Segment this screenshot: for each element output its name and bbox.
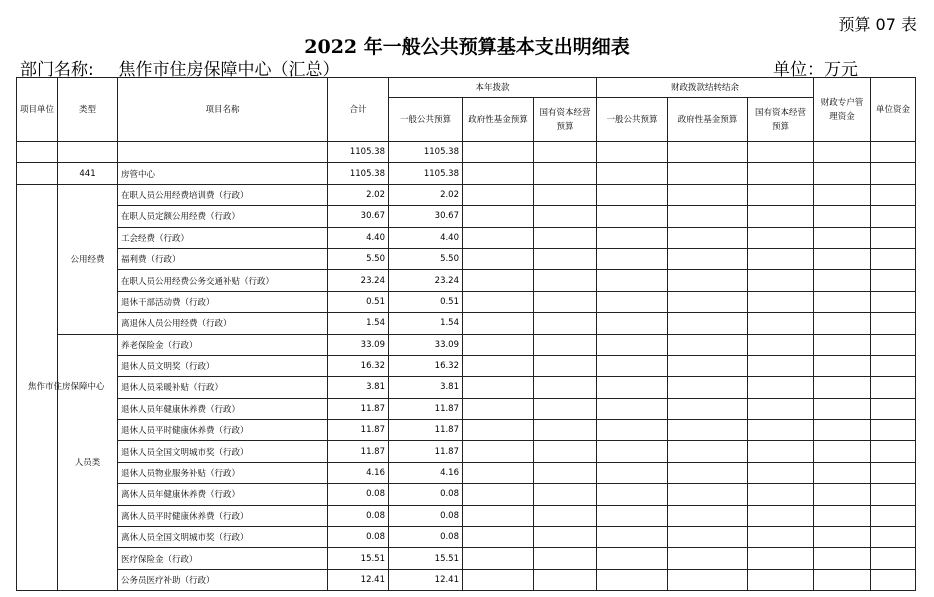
empty-cell [534,505,597,526]
empty-cell [871,142,916,163]
header-cy-general: 一般公共预算 [389,98,463,142]
empty-cell [597,334,668,355]
empty-cell [871,227,916,248]
empty-cell [668,420,748,441]
header-carryover-group: 财政拨款结转结余 [597,78,814,98]
empty-cell [748,377,814,398]
cell-total: 0.51 [328,291,389,312]
cell-total: 33.09 [328,334,389,355]
cell-item-name: 退休人员采暖补贴（行政） [118,377,328,398]
empty-cell [871,569,916,590]
report-title: 2022 年一般公共预算基本支出明细表 [304,36,630,58]
empty-cell [748,270,814,291]
cell-total: 0.08 [328,527,389,548]
empty-cell [534,270,597,291]
empty-cell [814,505,871,526]
empty-cell [814,270,871,291]
empty-cell [463,291,534,312]
empty-cell [668,505,748,526]
empty-cell [668,142,748,163]
empty-cell [597,248,668,269]
cell-total: 15.51 [328,548,389,569]
cell-item-name: 退休干部活动费（行政） [118,291,328,312]
empty-cell [668,441,748,462]
empty-cell [463,548,534,569]
empty-cell [668,313,748,334]
table-row [17,377,916,398]
header-cy-state: 国有资本经营预算 [534,98,597,142]
empty-cell [668,163,748,184]
cell-item-name: 在职人员公用经费公务交通补贴（行政） [118,270,328,291]
cell-general-budget: 16.32 [389,355,463,376]
empty-cell [463,441,534,462]
empty-cell [463,313,534,334]
empty-cell [668,527,748,548]
cell-item-name [118,142,328,163]
empty-cell [534,527,597,548]
empty-cell [463,142,534,163]
department-label: 部门名称: [20,60,94,80]
empty-cell [748,227,814,248]
empty-cell [814,334,871,355]
empty-cell [534,313,597,334]
empty-cell [534,334,597,355]
empty-cell [814,462,871,483]
cell-general-budget: 4.16 [389,462,463,483]
cell-total: 1105.38 [328,142,389,163]
empty-cell [668,184,748,205]
empty-cell [814,548,871,569]
empty-cell [668,334,748,355]
empty-cell [597,163,668,184]
empty-cell [597,484,668,505]
empty-cell [748,484,814,505]
cell-item-name: 退休人员全国文明城市奖（行政） [118,441,328,462]
empty-cell [871,398,916,419]
table-row [17,462,916,483]
empty-cell [871,313,916,334]
empty-cell [463,377,534,398]
empty-cell [871,484,916,505]
cell-general-budget: 23.24 [389,270,463,291]
cell-item-name: 医疗保险金（行政） [118,548,328,569]
empty-cell [871,462,916,483]
empty-cell [871,420,916,441]
cell-item-name: 退休人员平时健康休养费（行政） [118,420,328,441]
table-row [17,248,916,269]
form-number: 预算 07 表 [838,15,917,34]
cell-item-name: 公务员医疗补助（行政） [118,569,328,590]
header-unit-fund: 单位资金 [871,78,916,142]
empty-cell [463,420,534,441]
empty-cell [668,398,748,419]
table-row [17,184,916,205]
empty-cell [463,248,534,269]
empty-cell [748,398,814,419]
cell-total: 4.16 [328,462,389,483]
empty-cell [597,569,668,590]
empty-cell [814,569,871,590]
empty-cell [668,484,748,505]
empty-cell [814,291,871,312]
empty-cell [597,270,668,291]
cell-general-budget: 15.51 [389,548,463,569]
empty-cell [871,163,916,184]
table-row [17,163,916,184]
empty-cell [463,398,534,419]
empty-cell [597,548,668,569]
table-row [17,441,916,462]
empty-cell [748,291,814,312]
cell-item-name: 养老保险金（行政） [118,334,328,355]
table-row [17,334,916,355]
empty-cell [534,441,597,462]
empty-cell [871,355,916,376]
header-current-year-group: 本年拨款 [389,78,597,98]
cell-total: 23.24 [328,270,389,291]
header-co-general: 一般公共预算 [597,98,668,142]
cell-item-name: 离休人员全国文明城市奖（行政） [118,527,328,548]
empty-cell [814,420,871,441]
empty-cell [668,227,748,248]
table-row [17,527,916,548]
empty-cell [814,142,871,163]
empty-cell [534,462,597,483]
cell-unit [17,163,58,184]
table-row [17,227,916,248]
empty-cell [814,377,871,398]
empty-cell [463,527,534,548]
empty-cell [668,462,748,483]
cell-total: 11.87 [328,441,389,462]
empty-cell [668,355,748,376]
empty-cell [748,527,814,548]
header-category: 类型 [58,78,118,142]
empty-cell [871,184,916,205]
cell-general-budget: 11.87 [389,398,463,419]
empty-cell [814,484,871,505]
empty-cell [534,377,597,398]
cell-total: 1.54 [328,313,389,334]
empty-cell [668,377,748,398]
cell-total: 4.40 [328,227,389,248]
empty-cell [668,270,748,291]
cell-item-name: 退休人员年健康休养费（行政） [118,398,328,419]
unit-label: 单位：万元 [773,60,858,80]
empty-cell [748,441,814,462]
cell-total: 11.87 [328,420,389,441]
table-row [17,505,916,526]
empty-cell [597,227,668,248]
empty-cell [814,227,871,248]
cell-total: 5.50 [328,248,389,269]
empty-cell [463,227,534,248]
cell-total: 16.32 [328,355,389,376]
empty-cell [463,355,534,376]
empty-cell [597,398,668,419]
empty-cell [597,184,668,205]
cell-item-name: 工会经费（行政） [118,227,328,248]
empty-cell [597,441,668,462]
empty-cell [534,484,597,505]
empty-cell [597,377,668,398]
empty-cell [748,313,814,334]
empty-cell [748,355,814,376]
cell-general-budget: 1.54 [389,313,463,334]
table-row [17,420,916,441]
cell-general-budget: 1105.38 [389,163,463,184]
cell-total: 12.41 [328,569,389,590]
header-co-state: 国有资本经营预算 [748,98,814,142]
cell-general-budget: 3.81 [389,377,463,398]
empty-cell [597,420,668,441]
cell-general-budget: 0.51 [389,291,463,312]
cell-general-budget: 0.08 [389,484,463,505]
empty-cell [597,291,668,312]
empty-cell [871,377,916,398]
empty-cell [534,355,597,376]
empty-cell [534,398,597,419]
cell-item-name: 房管中心 [118,163,328,184]
table-row [17,291,916,312]
empty-cell [597,355,668,376]
empty-cell [748,462,814,483]
table-row [17,355,916,376]
empty-cell [871,527,916,548]
empty-cell [534,206,597,227]
category-cell: 公用经费 [58,184,118,334]
empty-cell [534,163,597,184]
empty-cell [814,248,871,269]
cell-total: 1105.38 [328,163,389,184]
empty-cell [534,248,597,269]
empty-cell [814,355,871,376]
empty-cell [748,569,814,590]
empty-cell [748,248,814,269]
cell-total: 30.67 [328,206,389,227]
cell-total: 3.81 [328,377,389,398]
cell-general-budget: 11.87 [389,420,463,441]
empty-cell [668,548,748,569]
header-cy-fund: 政府性基金预算 [463,98,534,142]
cell-general-budget: 11.87 [389,441,463,462]
cell-item-name: 离休人员平时健康休养费（行政） [118,505,328,526]
cell-total: 2.02 [328,184,389,205]
empty-cell [748,334,814,355]
empty-cell [748,505,814,526]
empty-cell [748,206,814,227]
empty-cell [534,184,597,205]
empty-cell [534,227,597,248]
header-co-fund: 政府性基金预算 [668,98,748,142]
table-row [17,270,916,291]
cell-code: 441 [58,163,118,184]
cell-general-budget: 1105.38 [389,142,463,163]
table-row [17,142,916,163]
empty-cell [814,313,871,334]
cell-general-budget: 0.08 [389,527,463,548]
empty-cell [597,462,668,483]
cell-general-budget: 33.09 [389,334,463,355]
cell-item-name: 福利费（行政） [118,248,328,269]
cell-item-name: 离休人员年健康休养费（行政） [118,484,328,505]
cell-total: 11.87 [328,398,389,419]
empty-cell [814,398,871,419]
table-row [17,548,916,569]
empty-cell [668,291,748,312]
empty-cell [463,569,534,590]
cell-general-budget: 0.08 [389,505,463,526]
table-row [17,206,916,227]
cell-item-name: 在职人员定额公用经费（行政） [118,206,328,227]
cell-item-name: 在职人员公用经费培训费（行政） [118,184,328,205]
table-row [17,313,916,334]
empty-cell [871,206,916,227]
empty-cell [463,184,534,205]
table-row [17,398,916,419]
empty-cell [814,206,871,227]
empty-cell [597,527,668,548]
empty-cell [748,142,814,163]
empty-cell [463,484,534,505]
empty-cell [463,505,534,526]
empty-cell [668,248,748,269]
budget-table [16,77,916,591]
cell-total: 0.08 [328,484,389,505]
header-total: 合计 [328,78,389,142]
empty-cell [534,548,597,569]
empty-cell [814,163,871,184]
empty-cell [668,569,748,590]
empty-cell [871,334,916,355]
cell-item-name: 退休人员物业服务补贴（行政） [118,462,328,483]
header-project-unit: 项目单位 [17,78,58,142]
empty-cell [463,270,534,291]
cell-general-budget: 30.67 [389,206,463,227]
empty-cell [668,206,748,227]
table-body [17,142,916,591]
empty-cell [748,184,814,205]
empty-cell [597,505,668,526]
cell-item-name: 退休人员文明奖（行政） [118,355,328,376]
empty-cell [871,548,916,569]
empty-cell [814,527,871,548]
empty-cell [814,184,871,205]
empty-cell [463,462,534,483]
empty-cell [463,206,534,227]
empty-cell [597,206,668,227]
empty-cell [871,441,916,462]
empty-cell [871,505,916,526]
empty-cell [534,569,597,590]
cell-total: 0.08 [328,505,389,526]
empty-cell [463,334,534,355]
project-unit-cell: 焦作市住房保障中心 [17,184,58,590]
table-header [17,78,916,142]
empty-cell [463,163,534,184]
empty-cell [534,420,597,441]
cell-unit [17,142,58,163]
cell-general-budget: 12.41 [389,569,463,590]
empty-cell [871,270,916,291]
cell-general-budget: 2.02 [389,184,463,205]
cell-item-name: 离退休人员公用经费（行政） [118,313,328,334]
category-cell: 人员类 [58,334,118,591]
table-row [17,569,916,590]
cell-general-budget: 4.40 [389,227,463,248]
empty-cell [814,441,871,462]
empty-cell [748,548,814,569]
department-name: 焦作市住房保障中心（汇总） [118,60,340,80]
cell-code [58,142,118,163]
empty-cell [748,420,814,441]
header-item-name: 项目名称 [118,78,328,142]
empty-cell [534,142,597,163]
empty-cell [534,291,597,312]
header-special-account: 财政专户管理资金 [814,78,871,142]
empty-cell [871,291,916,312]
empty-cell [597,142,668,163]
table-row [17,484,916,505]
empty-cell [871,248,916,269]
empty-cell [748,163,814,184]
empty-cell [597,313,668,334]
cell-general-budget: 5.50 [389,248,463,269]
